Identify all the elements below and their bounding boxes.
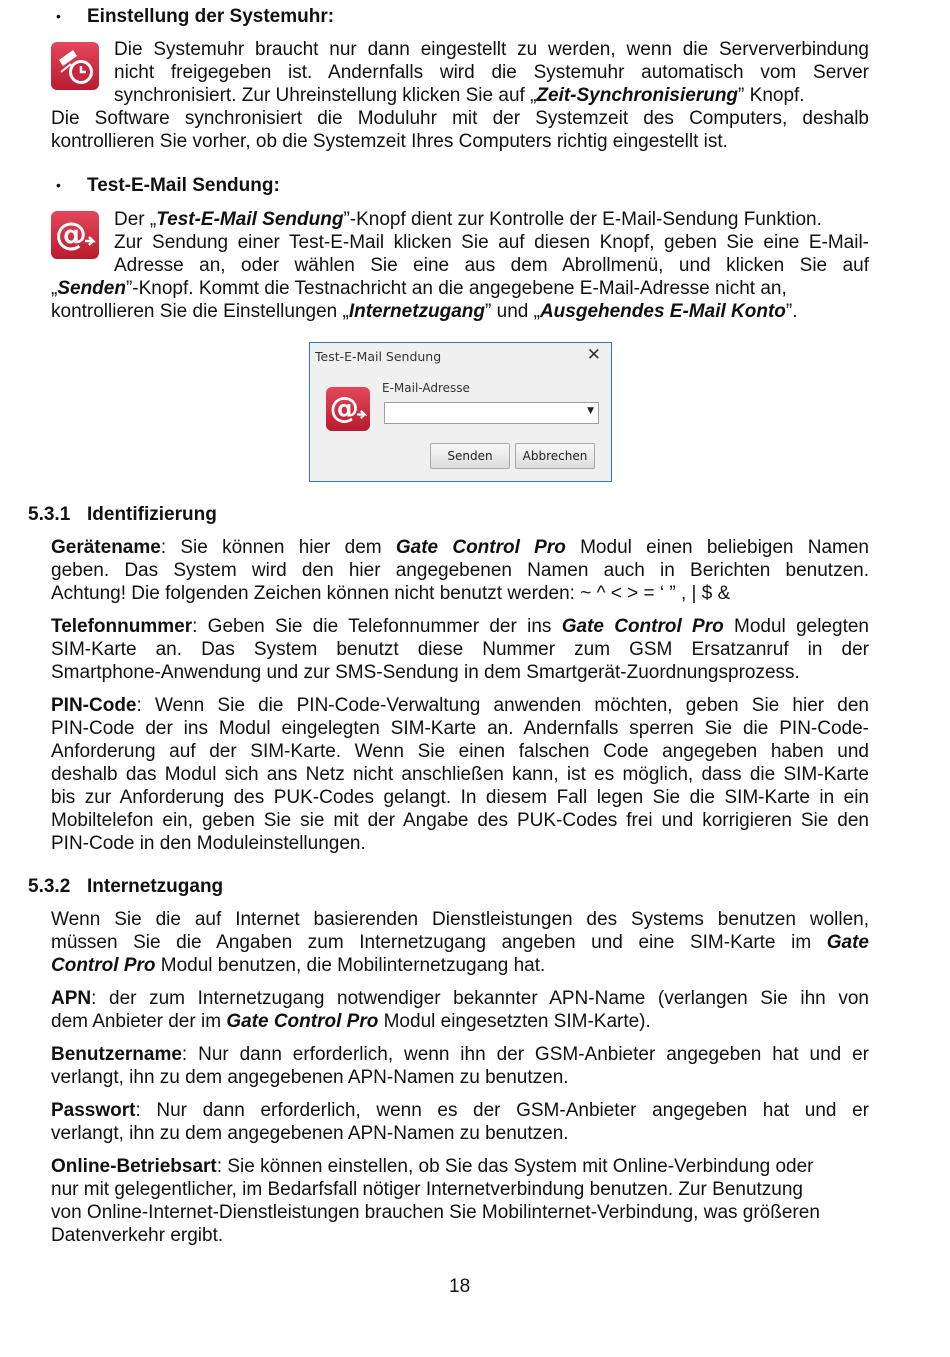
text-line (51, 277, 869, 300)
text-line: PIN-Code in den Moduleinstellungen. (51, 833, 366, 854)
dialog-title: Test-E-Mail Sendung (315, 349, 442, 364)
text: ”. (785, 301, 798, 322)
email-address-select[interactable] (384, 402, 599, 424)
text-line: Mobiltelefon ein, geben Sie sie mit der Angabe des PUK-Codes frei und korrigieren Sie den (51, 810, 869, 831)
text: : Sie können einstellen, ob Sie das System mit Online-Verbindung oder (216, 1156, 814, 1177)
text-line (51, 931, 869, 954)
text: Modul eingesetzten SIM-Karte). (378, 1011, 651, 1032)
text-line: Adresse an, oder wählen Sie eine aus dem Abrollmenü, und klicken Sie auf (114, 255, 869, 276)
text: synchronisiert. Zur Uhreinstellung klicken Sie auf „ (114, 85, 537, 106)
clock-sync-icon (51, 42, 99, 90)
text: : der zum Internetzugang notwendiger bekannter APN-Name (verlangen Sie ihn von (91, 988, 869, 1009)
text-line: PIN-Code der ins Modul eingelegten SIM-Karte an. Andernfalls sperren Sie die PIN-Code- (51, 718, 869, 739)
text-line (51, 1099, 869, 1122)
text-line (51, 954, 869, 977)
email-at-icon (326, 387, 370, 431)
text-line: Die Systemuhr braucht nur dann eingestellt zu werden, wenn die Serververbindung (114, 39, 869, 60)
text-line: Achtung! Die folgenden Zeichen können nicht benutzt werden: ~ ^ < > = ‘ ” , | $ & (51, 583, 731, 604)
term: Online-Betriebsart (51, 1156, 217, 1177)
text-line (51, 300, 869, 323)
term: Benutzername (51, 1044, 182, 1065)
text: : Wenn Sie die PIN-Code-Verwaltung anwenden möchten, geben Sie hier den (136, 695, 869, 716)
emphasis: Control Pro (51, 955, 156, 976)
text-line (51, 1010, 869, 1033)
text: : Nur dann erforderlich, wenn ihn der GSM-Anbieter angegeben hat und er (181, 1044, 869, 1065)
term: PIN-Code (51, 695, 137, 716)
text-line (51, 1155, 869, 1178)
text: Modul gelegten (723, 616, 869, 637)
bullet: • (56, 177, 61, 193)
emphasis: Gate Control Pro (561, 616, 724, 637)
text-line: deshalb das Modul sich ans Netz nicht anschließen kann, ist es möglich, dass die SIM-Karte (51, 764, 869, 785)
text-line: Wenn Sie die auf Internet basierenden Dienstleistungen des Systems benutzen wollen, (51, 909, 869, 930)
text-line: geben. Das System wird den hier angegebenen Namen auch in Berichten benutzen. (51, 560, 869, 581)
text: ” Knopf. (738, 85, 805, 106)
test-email-dialog (309, 342, 612, 482)
term: Gerätename (51, 537, 161, 558)
section-title: Identifizierung (87, 504, 217, 525)
text-line (51, 615, 869, 638)
text-line: Anforderung auf der SIM-Karte. Wenn Sie einen falschen Code angegeben haben und (51, 741, 869, 762)
close-icon[interactable]: ✕ (586, 345, 601, 365)
section-number: 5.3.1 (28, 504, 71, 525)
page-number: 18 (449, 1276, 471, 1297)
text-line (51, 1043, 869, 1066)
bullet: • (56, 8, 61, 24)
text-line (114, 84, 869, 107)
text-line: nur mit gelegentlicher, im Bedarfsfall nötiger Internetverbindung benutzen. Zur Benutzung (51, 1179, 804, 1200)
email-at-icon (51, 211, 99, 259)
text-line: nicht freigegeben ist. Andernfalls wird die Systemuhr automatisch vom Server (114, 62, 869, 83)
emphasis: Zeit-Synchronisierung (536, 85, 739, 106)
cancel-button[interactable]: Abbrechen (515, 443, 595, 469)
emphasis: Senden (57, 278, 126, 299)
text-line: Smartphone-Anwendung und zur SMS-Sendung in dem Smartgerät-Zuordnungsprozess. (51, 662, 800, 683)
text: Modul benutzen, die Mobilinternetzugang hat. (155, 955, 546, 976)
send-button[interactable]: Senden (430, 443, 510, 469)
term: APN (51, 988, 92, 1009)
text: müssen Sie die Angaben zum Internetzugang angeben und eine SIM-Karte im (51, 932, 827, 953)
chevron-down-icon[interactable]: ▼ (587, 406, 594, 416)
emphasis: Ausgehendes E-Mail Konto (539, 301, 786, 322)
text: : Sie können hier dem (160, 537, 396, 558)
text: dem Anbieter der im (51, 1011, 227, 1032)
svg-text:@: @ (329, 391, 359, 426)
term: Passwort (51, 1100, 136, 1121)
text-line: Datenverkehr ergibt. (51, 1225, 224, 1246)
text: ”-Knopf dient zur Kontrolle der E-Mail-Sendung Funktion. (343, 209, 822, 230)
text: ”-Knopf. Kommt die Testnachricht an die angegebene E-Mail-Adresse nicht an, (125, 278, 787, 299)
emphasis: Gate Control Pro (226, 1011, 379, 1032)
text-line: SIM-Karte an. Das System benutzt diese Nummer zum GSM Ersatzanruf in der (51, 639, 869, 660)
text-line: Die Software synchronisiert die Moduluhr mit der Systemzeit des Computers, deshalb (51, 108, 869, 129)
text-line: kontrollieren Sie vorher, ob die Systemzeit Ihres Computers richtig eingestellt ist. (51, 131, 728, 152)
text: Der „ (114, 209, 157, 230)
text-line: bis zur Anforderung des PUK-Codes gelangt. In diesem Fall legen Sie die SIM-Karte in ein (51, 787, 869, 808)
text-line (51, 536, 869, 559)
text: : Geben Sie die Telefonnummer der ins (192, 616, 562, 637)
email-address-label: E-Mail-Adresse (382, 381, 470, 395)
emphasis: Internetzugang (348, 301, 486, 322)
text: „ (51, 278, 58, 299)
text: Modul einen beliebigen Namen (565, 537, 869, 558)
text-line: von Online-Internet-Dienstleistungen brauchen Sie Mobilinternet-Verbindung, was größeren (51, 1202, 820, 1223)
section-number: 5.3.2 (28, 876, 71, 897)
text-line: Zur Sendung einer Test-E-Mail klicken Sie auf diesen Knopf, geben Sie eine E-Mail- (114, 232, 869, 253)
heading-systemuhr: Einstellung der Systemuhr: (87, 6, 335, 27)
text-line (51, 694, 869, 717)
term: Telefonnummer (51, 616, 193, 637)
emphasis: Test-E-Mail Sendung (156, 209, 344, 230)
text-line (114, 208, 869, 231)
text: kontrollieren Sie die Einstellungen „ (51, 301, 349, 322)
text: : Nur dann erforderlich, wenn es der GSM-Anbieter angegeben hat und er (135, 1100, 869, 1121)
text-line (51, 987, 869, 1010)
heading-testmail: Test-E-Mail Sendung: (87, 175, 280, 196)
section-title: Internetzugang (87, 876, 224, 897)
emphasis: Gate Control Pro (395, 537, 566, 558)
emphasis: Gate (826, 932, 869, 953)
text: ” und „ (485, 301, 540, 322)
text-line: verlangt, ihn zu dem angegebenen APN-Namen zu benutzen. (51, 1123, 569, 1144)
text-line: verlangt, ihn zu dem angegebenen APN-Namen zu benutzen. (51, 1067, 569, 1088)
svg-text:@: @ (55, 215, 87, 253)
